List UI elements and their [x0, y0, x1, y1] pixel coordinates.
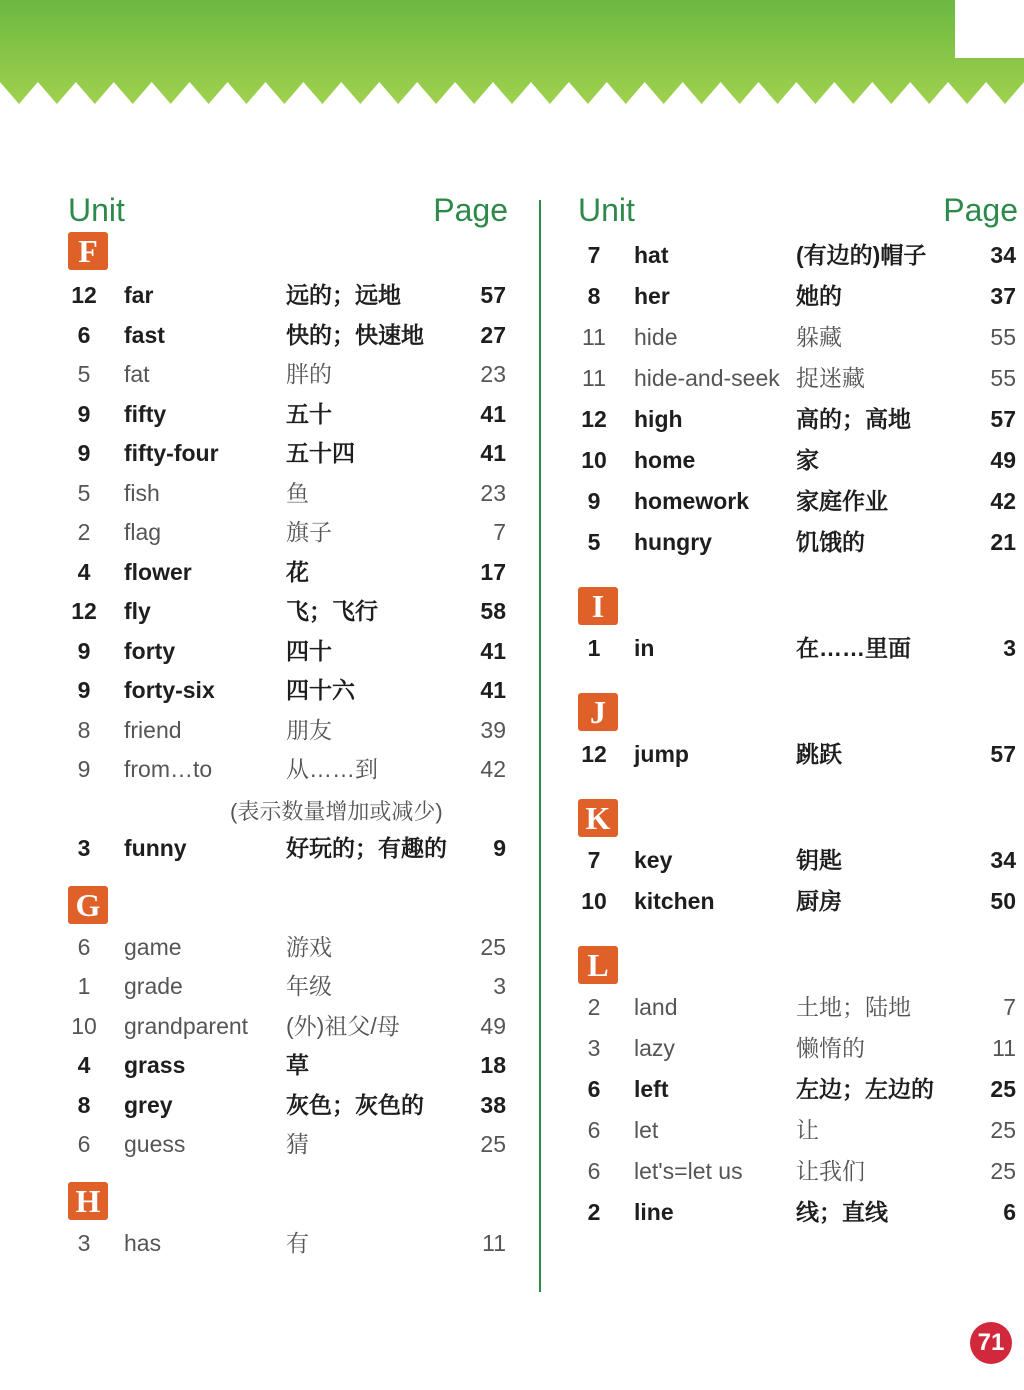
page-reference: 42 — [990, 488, 1016, 514]
vocab-entry — [572, 319, 1022, 355]
vocab-entry — [572, 1153, 1022, 1189]
chinese-meaning: (有边的)帽子 — [796, 242, 927, 268]
unit-number: 12 — [71, 598, 97, 624]
vocab-entry — [572, 401, 1022, 437]
vocab-entry — [62, 672, 512, 708]
right-column — [572, 190, 1022, 1225]
chinese-meaning: 五十四 — [286, 440, 355, 466]
unit-number: 2 — [587, 1199, 601, 1225]
unit-number: 9 — [77, 400, 91, 427]
page-reference: 23 — [480, 479, 506, 506]
page-reference: 3 — [1003, 635, 1016, 661]
section-letter-badge: J — [578, 693, 618, 731]
english-word: flag — [124, 519, 162, 545]
english-word: lazy — [634, 1035, 675, 1061]
vocab-entry — [62, 554, 512, 590]
page-reference: 25 — [990, 1158, 1016, 1184]
chinese-meaning: 左边；左边的 — [796, 1076, 934, 1102]
english-word: hide-and-seek — [634, 365, 780, 391]
chinese-meaning: 好玩的；有趣的 — [286, 835, 447, 861]
english-word: fly — [124, 598, 151, 624]
unit-number: 10 — [581, 447, 607, 473]
chinese-meaning: 快的；快速地 — [286, 321, 424, 348]
unit-number: 6 — [587, 1117, 601, 1143]
section-letter-badge: L — [578, 946, 618, 984]
vocab-entry — [62, 929, 512, 965]
unit-number: 1 — [77, 973, 91, 999]
vocab-entry — [572, 360, 1022, 396]
page-reference: 7 — [493, 519, 506, 545]
unit-number: 3 — [77, 1229, 91, 1256]
english-word: grass — [124, 1052, 186, 1078]
vocab-entry — [572, 1112, 1022, 1148]
chinese-meaning: 有 — [286, 1229, 309, 1256]
unit-number: 12 — [71, 282, 97, 308]
page-reference: 42 — [480, 756, 506, 782]
vocab-entry — [62, 356, 512, 392]
page-reference: 57 — [480, 282, 506, 308]
english-word: left — [634, 1076, 669, 1102]
english-word: key — [634, 847, 673, 873]
vocab-entry — [572, 630, 1022, 666]
unit-number: 11 — [582, 365, 606, 391]
page-reference: 34 — [990, 242, 1016, 268]
english-word: fish — [124, 479, 160, 506]
english-word: forty-six — [124, 677, 215, 703]
page-header: Page — [943, 192, 1018, 228]
section-letter-badge: K — [578, 799, 618, 837]
chinese-meaning: 土地；陆地 — [796, 994, 911, 1020]
chinese-meaning: 朋友 — [286, 716, 332, 743]
vocab-entry — [62, 317, 512, 353]
english-word: home — [634, 447, 696, 473]
chinese-meaning: 灰色；灰色的 — [286, 1091, 424, 1118]
chinese-meaning: 她的 — [796, 283, 842, 309]
chinese-meaning: 让我们 — [796, 1158, 865, 1184]
chinese-meaning: 胖的 — [286, 361, 332, 387]
vocab-entry — [572, 736, 1022, 772]
unit-number: 10 — [71, 1012, 97, 1039]
chinese-meaning: 饥饿的 — [796, 529, 865, 555]
chinese-meaning: 让 — [796, 1117, 819, 1143]
unit-number: 11 — [582, 324, 606, 350]
unit-number: 9 — [77, 677, 91, 703]
page-reference: 25 — [990, 1117, 1016, 1143]
section-letter-badge: G — [68, 886, 108, 924]
vocab-entry — [62, 1225, 512, 1261]
vocab-entry — [62, 830, 512, 866]
english-word: friend — [124, 716, 182, 743]
chinese-meaning: 猜 — [286, 1131, 309, 1157]
vocab-entry — [62, 396, 512, 432]
page-reference: 50 — [990, 888, 1016, 914]
unit-number: 6 — [77, 933, 91, 960]
chinese-meaning: 飞；飞行 — [286, 598, 378, 624]
vocab-entry — [572, 278, 1022, 314]
english-word: fast — [124, 321, 165, 348]
vocab-entry — [62, 633, 512, 669]
page-reference: 11 — [482, 1229, 506, 1256]
unit-number: 6 — [77, 1131, 91, 1157]
chinese-meaning: 草 — [286, 1052, 309, 1078]
english-word: guess — [124, 1131, 186, 1157]
page-reference: 41 — [480, 637, 506, 664]
unit-number: 4 — [77, 558, 91, 585]
left-column — [62, 190, 512, 1256]
unit-number: 12 — [581, 741, 607, 767]
chinese-meaning: 家 — [796, 447, 819, 473]
english-word: her — [634, 283, 670, 309]
unit-number: 1 — [587, 635, 601, 661]
page-reference: 58 — [480, 598, 506, 624]
chinese-meaning: 四十六 — [286, 677, 355, 703]
page-reference: 17 — [480, 558, 506, 585]
vocab-entry — [62, 1126, 512, 1162]
unit-number: 9 — [587, 488, 601, 514]
english-word: fifty — [124, 400, 167, 427]
page-reference: 9 — [493, 835, 506, 861]
page-reference: 55 — [990, 324, 1016, 350]
english-word: flower — [124, 558, 192, 585]
english-word: funny — [124, 835, 187, 861]
english-word: fifty-four — [124, 440, 219, 466]
english-word: has — [124, 1229, 162, 1256]
unit-number: 3 — [587, 1035, 601, 1061]
unit-number: 10 — [581, 888, 607, 914]
english-word: forty — [124, 637, 176, 664]
english-word: jump — [634, 741, 689, 767]
vocab-entry — [572, 989, 1022, 1025]
vocab-entry — [62, 475, 512, 511]
vocab-entry — [62, 751, 512, 787]
english-word: fat — [124, 361, 150, 387]
unit-number: 12 — [581, 406, 607, 432]
unit-number: 2 — [77, 519, 91, 545]
chinese-meaning: 钥匙 — [796, 847, 842, 873]
chinese-meaning: 线；直线 — [796, 1199, 888, 1225]
unit-header: Unit — [68, 192, 125, 228]
vocab-entry — [572, 483, 1022, 519]
vocab-entry — [62, 593, 512, 629]
page-reference: 25 — [480, 1131, 506, 1157]
unit-number: 4 — [77, 1052, 91, 1078]
page-header: Page — [433, 192, 508, 228]
unit-number: 6 — [77, 321, 91, 348]
vocab-entry — [62, 1047, 512, 1083]
chinese-meaning: 游戏 — [286, 933, 332, 960]
usage-note: (表示数量增加或减少) — [230, 798, 443, 824]
english-word: far — [124, 282, 154, 308]
unit-number: 6 — [587, 1076, 601, 1102]
page-reference: 25 — [480, 933, 506, 960]
right-column-header — [572, 190, 1022, 232]
english-word: land — [634, 994, 678, 1020]
english-word: hat — [634, 242, 669, 268]
page-reference: 49 — [990, 447, 1016, 473]
decorative-top-band — [0, 0, 1024, 120]
english-word: high — [634, 406, 683, 432]
page-reference: 6 — [1003, 1199, 1016, 1225]
page-reference: 39 — [480, 716, 506, 743]
unit-number: 6 — [587, 1158, 601, 1184]
page-reference: 23 — [480, 361, 506, 387]
page-reference: 49 — [480, 1012, 506, 1039]
section-letter-badge: F — [68, 232, 108, 270]
unit-header: Unit — [578, 192, 635, 228]
english-word: kitchen — [634, 888, 715, 914]
page-reference: 25 — [990, 1076, 1016, 1102]
vocab-entry — [62, 277, 512, 313]
chinese-meaning: 懒惰的 — [796, 1035, 865, 1061]
page-reference: 38 — [480, 1091, 506, 1118]
page-reference: 11 — [992, 1035, 1016, 1061]
unit-number: 3 — [77, 835, 91, 861]
unit-number: 5 — [587, 529, 601, 555]
page-reference: 41 — [480, 400, 506, 427]
chinese-meaning: 四十 — [286, 637, 332, 664]
english-word: game — [124, 933, 182, 960]
page-reference: 18 — [480, 1052, 506, 1078]
page-reference: 55 — [990, 365, 1016, 391]
english-word: hungry — [634, 529, 712, 555]
vocab-entry — [572, 1194, 1022, 1230]
vocab-entry — [572, 1030, 1022, 1066]
unit-number: 2 — [587, 994, 601, 1020]
english-word: grandparent — [124, 1012, 249, 1039]
chinese-meaning: (外)祖父/母 — [286, 1012, 400, 1039]
page-number-badge: 71 — [970, 1322, 1012, 1364]
page-reference: 3 — [493, 973, 506, 999]
unit-number: 9 — [77, 637, 91, 664]
vocab-entry — [62, 514, 512, 550]
page-reference: 41 — [480, 440, 506, 466]
page-reference: 34 — [990, 847, 1016, 873]
chinese-meaning: 鱼 — [286, 479, 309, 506]
english-word: let — [634, 1117, 659, 1143]
english-word: in — [634, 635, 655, 661]
unit-number: 9 — [77, 440, 91, 466]
unit-number: 7 — [587, 847, 601, 873]
chinese-meaning: 从……到 — [286, 756, 378, 782]
chinese-meaning: 远的；远地 — [286, 282, 401, 308]
english-word: grey — [124, 1091, 173, 1118]
vocab-entry — [62, 1087, 512, 1123]
vocab-entry — [62, 1008, 512, 1044]
page-reference: 27 — [480, 321, 506, 348]
chinese-meaning: 厨房 — [796, 888, 842, 914]
section-letter-badge: I — [578, 587, 618, 625]
unit-number: 8 — [587, 283, 601, 309]
page-reference: 7 — [1003, 994, 1016, 1020]
left-column-header — [62, 190, 512, 232]
vocab-entry — [572, 237, 1022, 273]
chinese-meaning: 跳跃 — [796, 741, 842, 767]
chinese-meaning: 在……里面 — [796, 635, 911, 661]
chinese-meaning: 高的；高地 — [796, 406, 911, 432]
vocab-entry — [62, 968, 512, 1004]
english-word: let's=let us — [634, 1158, 743, 1184]
english-word: grade — [124, 973, 183, 999]
page-reference: 57 — [990, 406, 1016, 432]
english-word: line — [634, 1199, 674, 1225]
chinese-meaning: 五十 — [286, 400, 332, 427]
page-reference: 57 — [990, 741, 1016, 767]
page-corner — [955, 0, 1024, 58]
chinese-meaning: 躲藏 — [796, 324, 842, 350]
english-word: hide — [634, 324, 678, 350]
chinese-meaning: 花 — [286, 558, 309, 585]
vocab-entry — [62, 435, 512, 471]
page-reference: 41 — [480, 677, 506, 703]
english-word: homework — [634, 488, 750, 514]
vocab-entry — [62, 712, 512, 748]
unit-number: 5 — [77, 361, 91, 387]
vocab-entry — [572, 1071, 1022, 1107]
unit-number: 8 — [77, 716, 91, 743]
chinese-meaning: 捉迷藏 — [796, 365, 865, 391]
section-letter-badge: H — [68, 1182, 108, 1220]
column-divider — [539, 200, 541, 1292]
chinese-meaning: 旗子 — [286, 519, 332, 545]
unit-number: 5 — [77, 479, 91, 506]
unit-number: 7 — [587, 242, 601, 268]
vocab-entry — [572, 442, 1022, 478]
chinese-meaning: 年级 — [286, 973, 332, 999]
vocab-entry — [572, 883, 1022, 919]
unit-number: 9 — [77, 756, 91, 782]
chinese-meaning: 家庭作业 — [796, 488, 888, 514]
vocab-entry — [572, 524, 1022, 560]
vocab-entry — [572, 842, 1022, 878]
english-word: from…to — [124, 756, 213, 782]
page-reference: 37 — [990, 283, 1016, 309]
page-reference: 21 — [990, 529, 1016, 555]
unit-number: 8 — [77, 1091, 91, 1118]
